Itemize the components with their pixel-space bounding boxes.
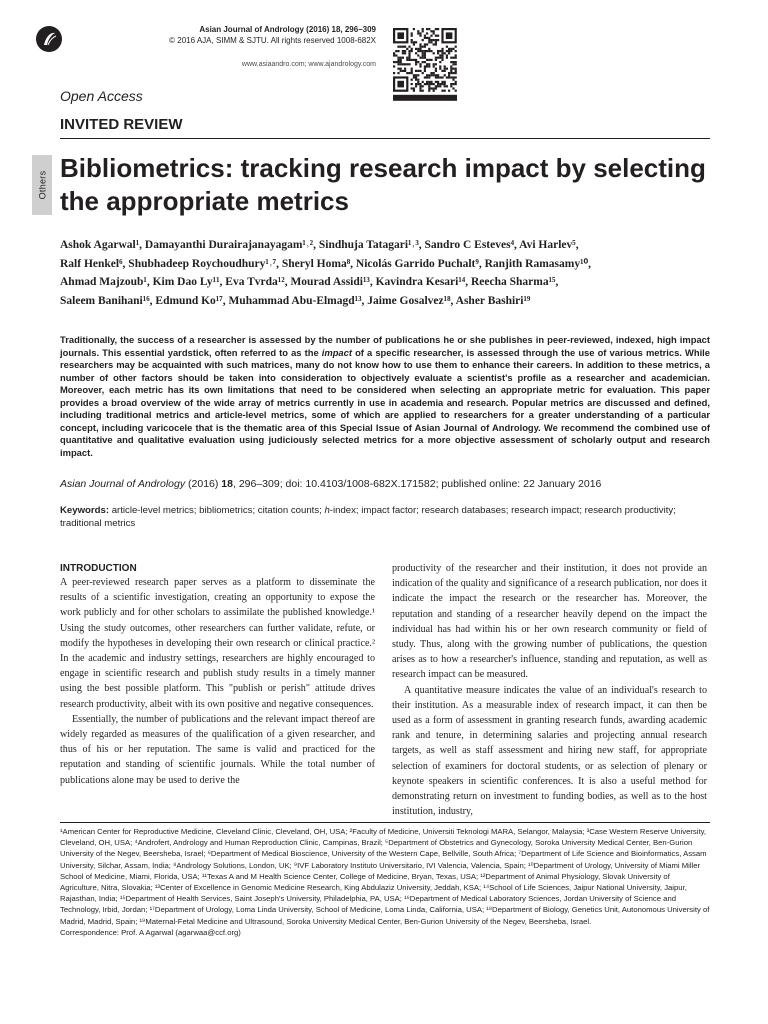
article-type: INVITED REVIEW (60, 116, 183, 133)
journal-citation-line: Asian Journal of Andrology (2016) 18, 296–309 (199, 25, 376, 34)
footnote-divider (60, 822, 710, 823)
body-column-left (60, 562, 375, 788)
affiliations: ¹American Center for Reproductive Medicine, Cleveland Clinic, Cleveland, OH, USA; ²Faculty of Medicine, Universiti Teknologi MARA, Selangor, Malaysia; ³Case Western Reserve University, Cleveland, OH, USA; ⁴Androfert, Andrology and Human Reproduction Clinic, Campinas, Brazil; ⁵Department of Obstetrics and Gynecology, Soroka University Medical Center, Ben-Gurion University of the Negev, Beersheba, Israel; ⁶Department of Medical Bioscience, University of the Western Cape, Bellville, South Africa; ⁷Department of Life Science and Bioinformatics, Assam University, Silchar, Assam, India; ⁸Andrology Solutions, London, UK; ⁹IVF Laboratory Instituto Universitario, IVI Valencia, Valencia, Spain; ¹⁰Department of Urology, University of Miami Miller School of Medicine, Miami, Florida, USA; ¹¹Texas A and M Health Science Center, College of Medicine, Bryan, Texas, USA; ¹²Department of Animal Physiology, Slovak University of Agriculture, Nitra, Slovakia; ¹³Center of Excellence in Genomic Medicine Research, King Abdulaziz University, Jeddah, KSA; ¹⁴School of Life Sciences, Jaipur National University, Jaipur, Rajasthan, India; ¹⁵Department of Health Services, Saint Joseph's University, Philadelphia, PA, USA; ¹⁶Department of Medical Laboratory Sciences, Jordan University of Science and Technology, Irbid, Jordan; ¹⁷Department of Urology, Loma Linda University, School of Medicine, Loma Linda, California, USA; ¹⁸Department of Biology, Genetics Unit, Autonomous University of Madrid, Madrid, Spain; ¹⁹Maternal-Fetal Medicine and Ultrasound, Soroka University Medical Center, Ben-Gurion University of the Negev, Beersheba, Israel. (60, 827, 710, 926)
correspondence: Correspondence: Prof. A Agarwal (agarwaa@ccf.org) (60, 927, 241, 937)
journal-header (169, 24, 376, 46)
affiliations-footnote (60, 826, 710, 938)
article-citation: Asian Journal of Andrology (2016) 18, 296–309; doi: 10.4103/1008-682X.171582; published online: 22 January 2016 (60, 478, 602, 490)
author-line: Saleem Banihani¹⁶, Edmund Ko¹⁷, Muhammad Abu-Elmagd¹³, Jaime Gosalvez¹⁸, Asher Bashiri¹⁹ (60, 294, 531, 307)
paragraph: productivity of the researcher and their institution, it does not provide an indication of the quality and significance of a research publication, nor does it indicate the impact the research or the researcher has. Moreover, the reputation and standing of a researcher heavily depend on the impact the individual has had within his or her own research community or field of study. Thus, along with the growing number of publications, the question arises as to how a researcher's influence, standing and reputation, as well as research impact can be measured. (392, 563, 707, 681)
paragraph: Essentially, the number of publications and the relevant impact thereof are widely regarded as measures of the qualification of a given researcher, and thus of his or her reputation. The same is valid and practiced for the reputation and standing of scientific journals. While the total number of publications alone may be used to derive the (60, 713, 375, 786)
author-list (60, 236, 720, 310)
copyright-line: © 2016 AJA, SIMM & SJTU. All rights reserved 1008-682X (169, 36, 376, 45)
section-side-tab: Others (32, 155, 52, 215)
journal-urls[interactable]: www.asiaandro.com; www.ajandrology.com (241, 61, 376, 68)
paragraph: A quantitative measure indicates the value of an individual's research to their institution. As a measurable index of research impact, it can then be used as a form of assessment in granting research funds, awarding academic rank and tenure, in determining salaries and projecting annual research targets, as well as staff assessment and hiring new staff, for appropriate selection of examiners for doctoral students, or as selection of plenary or keynote speakers in scientific conferences. It is also a useful method for demonstrating return on investment to funding bodies, as well as to the host institution, industry, (392, 684, 707, 818)
abstract: Traditionally, the success of a researcher is assessed by the number of publications he or she publishes in peer-reviewed, indexed, high impact journals. This essential yardstick, often referred to as the impact of a specific researcher, is assessed through the use of various metrics. While researchers may be acquainted with such matrices, many do not know how to use them to enhance their careers. In addition to these metrics, a number of other factors should be taken into consideration to objectively evaluate a scientist's profile as a researcher and academician. Moreover, each metric has its own limitations that need to be considered when selecting an appropriate metric for evaluation. This paper provides a broad overview of the wide array of metrics currently in use in academia and research. Popular metrics are discussed and defined, including traditional metrics and article-level metrics, some of which are applied to researchers for a greater understanding of a particular concept, including varicocele that is the thematic area of this Special Issue of Asian Journal of Andrology. We recommend the combined use of quantitative and qualitative evaluation using judiciously selected metrics for a more objective assessment of scholarly output and research impact. (60, 334, 711, 458)
body-column-right (392, 561, 707, 819)
article-title: Bibliometrics: tracking research impact by selecting the appropriate metrics (60, 153, 706, 216)
author-line: Ashok Agarwal¹, Damayanthi Durairajanayagam¹˒², Sindhuja Tatagari¹˒³, Sandro C Esteves⁴, Avi Harlev⁵, (60, 239, 579, 251)
header-divider (60, 138, 710, 139)
paragraph: A peer-reviewed research paper serves as a platform to disseminate the results of a scientific investigation, creating an opportunity to expose the work publicly and for other scholars to assimilate the published knowledge.¹ Using the study outcomes, other researchers can further validate, refute, or modify the hypotheses in developing their own research or clinical practice.² In the academic and industry settings, researchers are highly encouraged to engage in scientific research and publish study results in a timely manner using the best possible platform. This "publish or perish" attitude drives research productivity, albeit with its own positive and negative consequences. (60, 577, 375, 710)
author-line: Ahmad Majzoub¹, Kim Dao Ly¹¹, Eva Tvrda¹², Mourad Assidi¹³, Kavindra Kesari¹⁴, Reecha Sharma¹⁵, (60, 276, 559, 288)
journal-logo (36, 26, 62, 52)
author-line: Ralf Henkel⁶, Shubhadeep Roychoudhury¹˒⁷, Sheryl Homa⁸, Nicolás Garrido Puchalt⁹, Ranjith Ramasamy¹⁰, (60, 257, 592, 270)
qr-code (393, 28, 457, 102)
open-access-label: Open Access (60, 88, 143, 104)
keywords: Keywords: article-level metrics; bibliometrics; citation counts; h-index; impact factor; research databases; research impact; research productivity; traditional metrics (60, 505, 676, 529)
section-heading-introduction: INTRODUCTION (60, 563, 137, 574)
